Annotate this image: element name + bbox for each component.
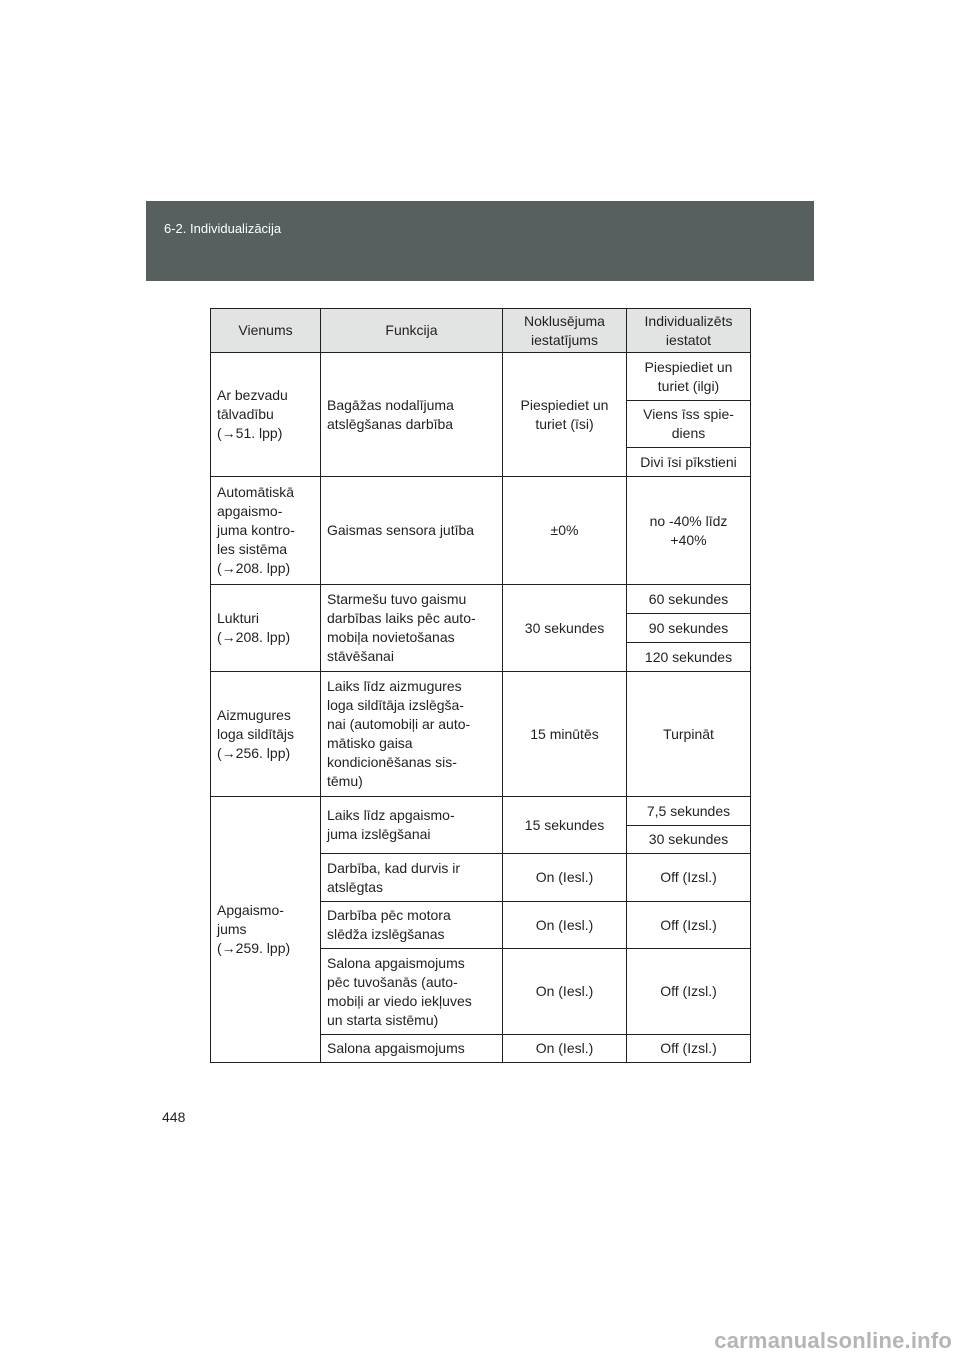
- option-cell: Off (Izsl.): [627, 949, 751, 1035]
- default-cell: 30 sekundes: [503, 585, 627, 672]
- item-cell: Lukturi (→208. lpp): [211, 585, 321, 672]
- table-row: [211, 672, 751, 797]
- function-cell: Laiks līdz apgaismo- juma izslēgšanai: [321, 797, 503, 854]
- option-cell: Off (Izsl.): [627, 1035, 751, 1063]
- option-cell: Off (Izsl.): [627, 854, 751, 902]
- column-header-customized: Individualizēts iestatot: [627, 309, 751, 353]
- option-cell: Off (Izsl.): [627, 902, 751, 949]
- option-cell: Viens īss spie- diens: [627, 401, 751, 448]
- default-cell: Piespiediet un turiet (īsi): [503, 353, 627, 477]
- table-row: [211, 797, 751, 826]
- section-header-bar: [146, 201, 814, 281]
- function-cell: Salona apgaismojums: [321, 1035, 503, 1063]
- function-cell: Starmešu tuvo gaismu darbības laiks pēc auto- mobiļa novietošanas stāvēšanai: [321, 585, 503, 672]
- option-cell: 30 sekundes: [627, 826, 751, 854]
- default-cell: ±0%: [503, 477, 627, 585]
- default-cell: 15 sekundes: [503, 797, 627, 854]
- function-cell: Gaismas sensora jutība: [321, 477, 503, 585]
- page-number: 448: [162, 1109, 186, 1125]
- option-cell: Turpināt: [627, 672, 751, 797]
- table-row: [211, 585, 751, 614]
- column-header-item: Vienums: [211, 309, 321, 353]
- item-cell: Aizmugures loga sildītājs (→256. lpp): [211, 672, 321, 797]
- option-cell: Divi īsi pīkstieni: [627, 448, 751, 477]
- item-cell: Apgaismo- jums (→259. lpp): [211, 797, 321, 1063]
- table-row: [211, 477, 751, 585]
- option-cell: Piespiediet un turiet (ilgi): [627, 353, 751, 401]
- function-cell: Darbība pēc motora slēdža izslēgšanas: [321, 902, 503, 949]
- option-cell: 120 sekundes: [627, 643, 751, 672]
- customization-table: [210, 308, 751, 1063]
- function-cell: Bagāžas nodalījuma atslēgšanas darbība: [321, 353, 503, 477]
- default-cell: On (Iesl.): [503, 854, 627, 902]
- item-cell: Automātiskā apgaismo- juma kontro- les sistēma (→208. lpp): [211, 477, 321, 585]
- table-row: [211, 353, 751, 401]
- default-cell: On (Iesl.): [503, 949, 627, 1035]
- function-cell: Salona apgaismojums pēc tuvošanās (auto- mobiļi ar viedo iekļuves un starta sistēmu): [321, 949, 503, 1035]
- default-cell: On (Iesl.): [503, 1035, 627, 1063]
- column-header-default: Noklusējuma iestatījums: [503, 309, 627, 353]
- table-header-row: [211, 309, 751, 353]
- column-header-function: Funkcija: [321, 309, 503, 353]
- default-cell: 15 minūtēs: [503, 672, 627, 797]
- section-title: 6-2. Individualizācija: [164, 221, 282, 236]
- option-cell: 60 sekundes: [627, 585, 751, 614]
- function-cell: Laiks līdz aizmugures loga sildītāja izslēgša- nai (automobiļi ar auto- mātisko gaisa kondicionēšanas sis- tēmu): [321, 672, 503, 797]
- watermark: carmanualsonline.info: [714, 1328, 952, 1353]
- item-cell: Ar bezvadu tālvadību (→51. lpp): [211, 353, 321, 477]
- default-cell: On (Iesl.): [503, 902, 627, 949]
- function-cell: Darbība, kad durvis ir atslēgtas: [321, 854, 503, 902]
- option-cell: 7,5 sekundes: [627, 797, 751, 826]
- option-cell: no -40% līdz +40%: [627, 477, 751, 585]
- option-cell: 90 sekundes: [627, 614, 751, 643]
